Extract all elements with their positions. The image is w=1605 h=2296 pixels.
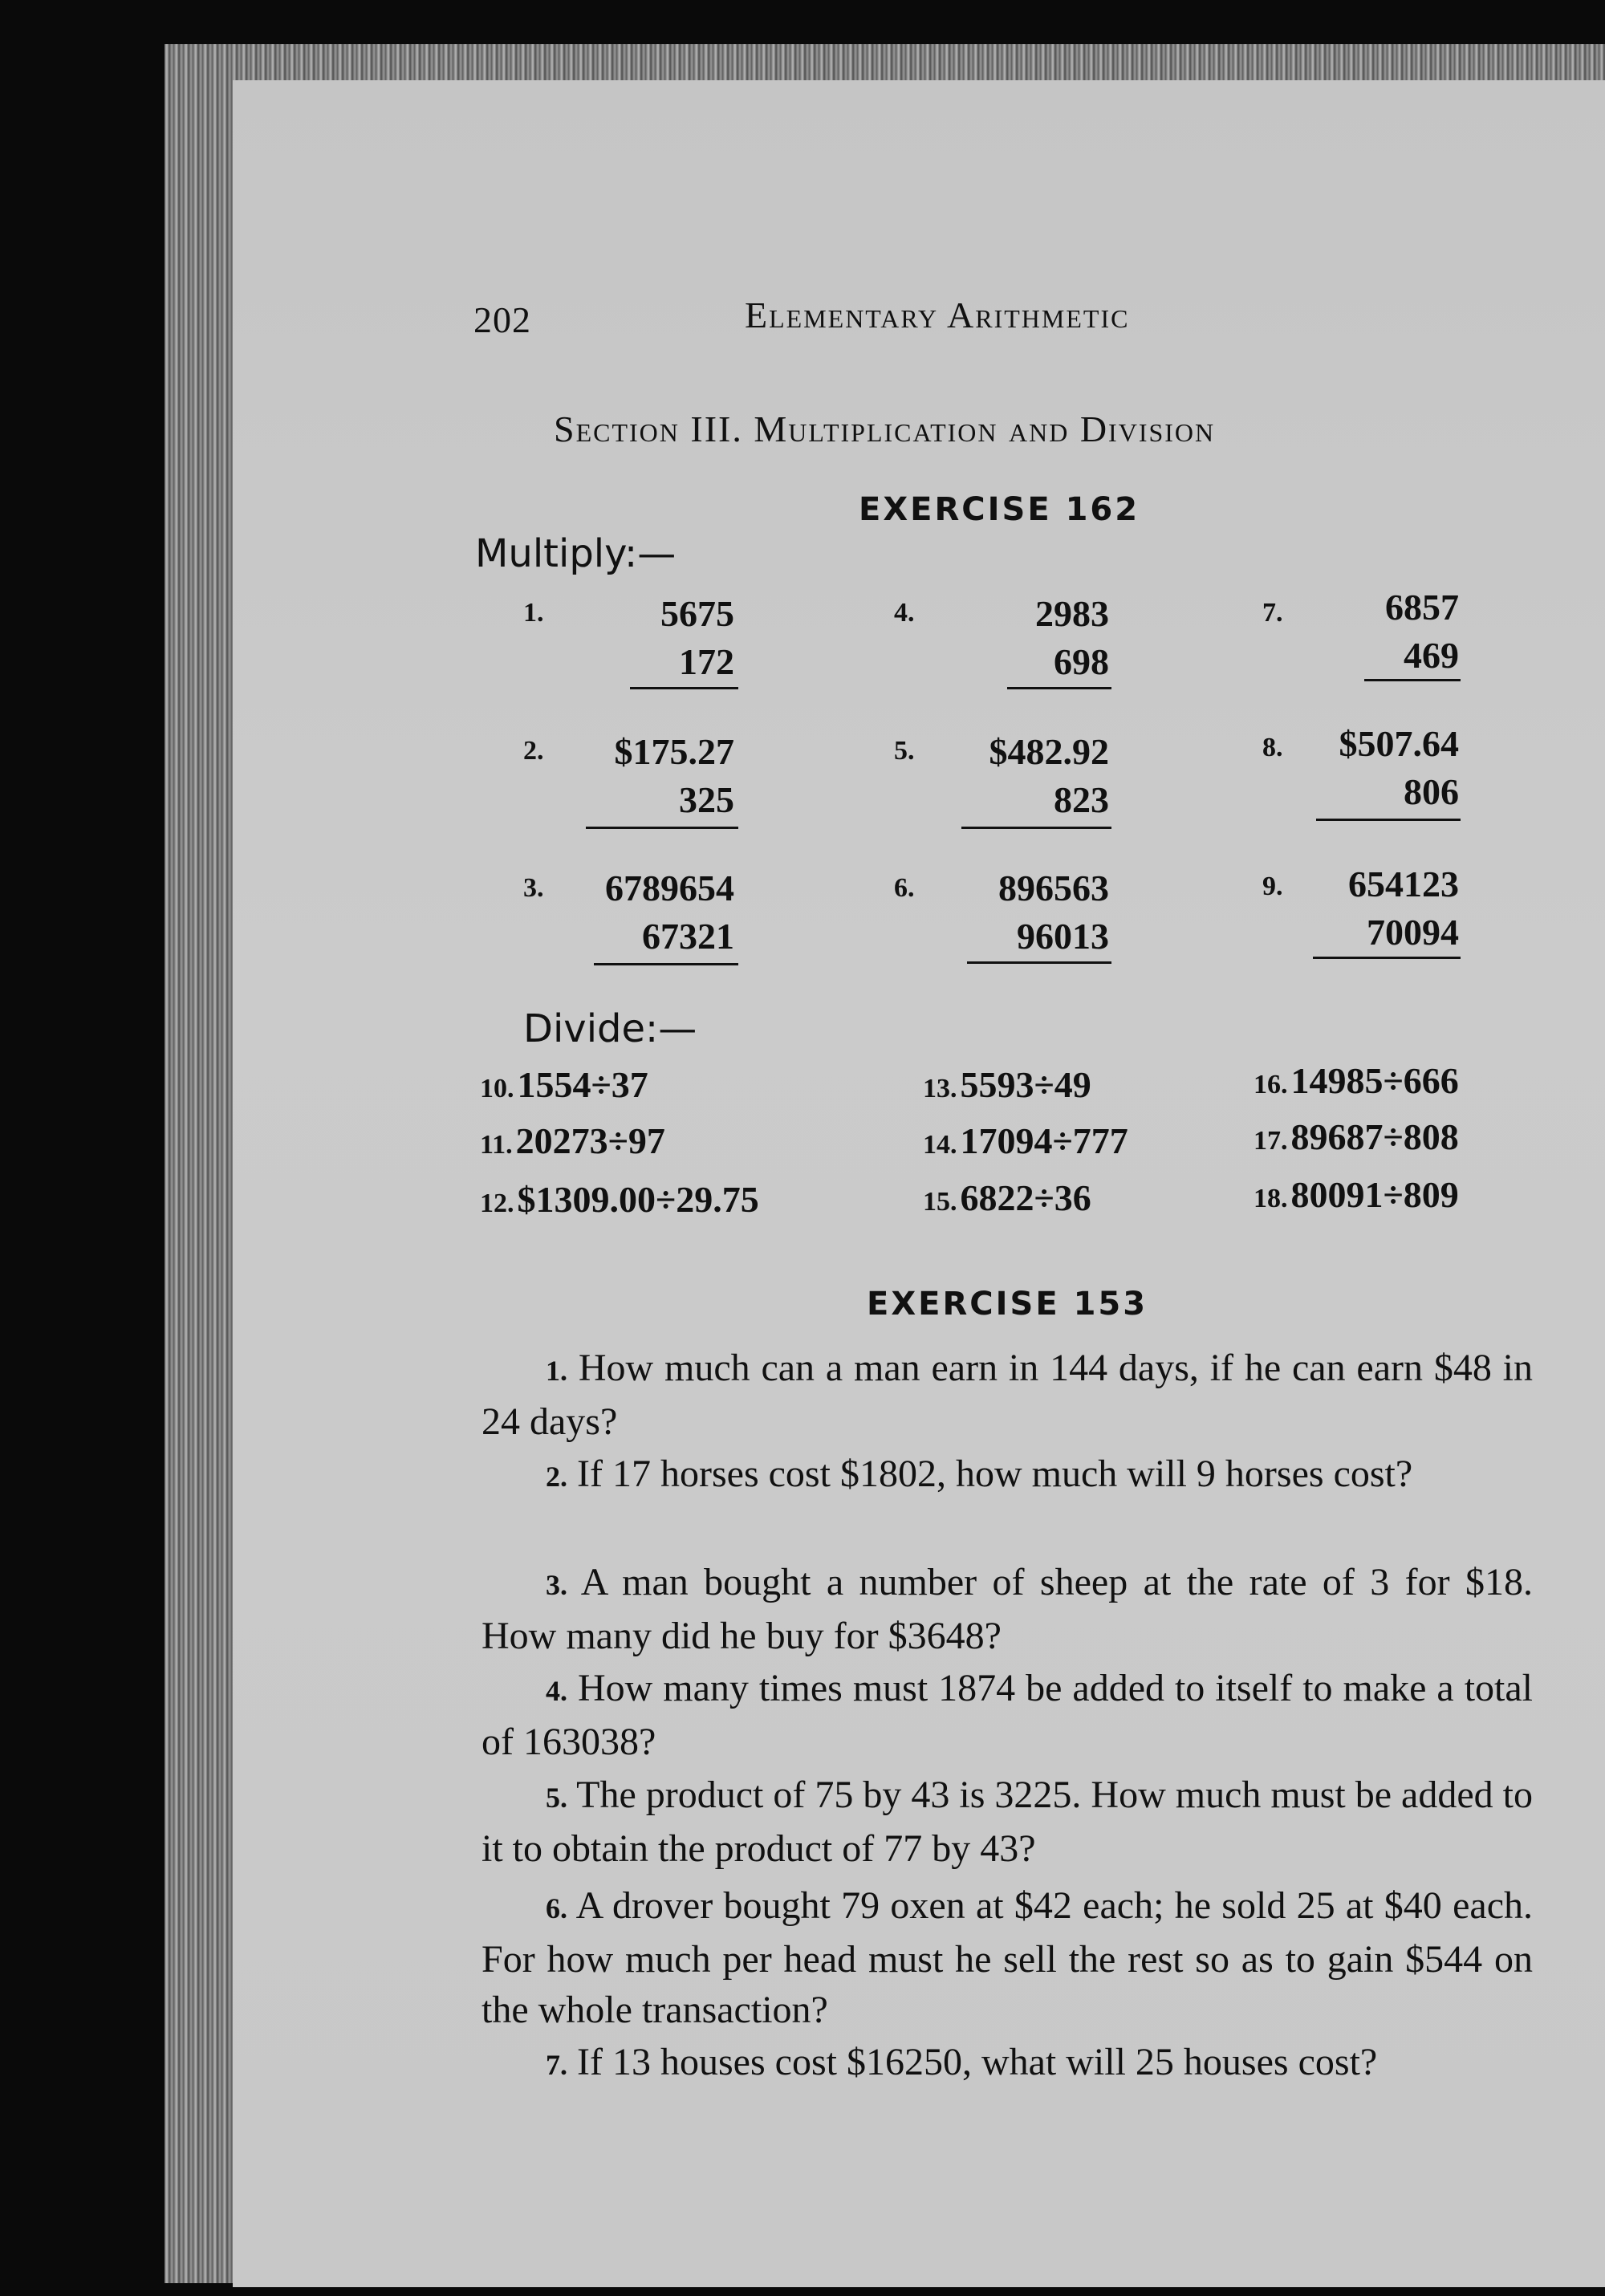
problem-number: 15. bbox=[923, 1187, 957, 1217]
division-problem bbox=[1254, 1115, 1459, 1158]
word-problem bbox=[482, 2037, 1533, 2091]
multiplier: 325 bbox=[679, 779, 734, 820]
problem-number: 17. bbox=[1254, 1126, 1288, 1156]
word-problem bbox=[482, 1449, 1533, 1502]
problem-number: 9. bbox=[1262, 872, 1283, 901]
word-problem bbox=[482, 1343, 1533, 1447]
multiplier: 823 bbox=[1054, 779, 1109, 820]
problem-number: 5. bbox=[546, 1782, 567, 1814]
multiplicand: $507.64 bbox=[1339, 723, 1459, 764]
division-problem bbox=[923, 1176, 1091, 1219]
sum-rule bbox=[594, 963, 738, 965]
division-problem bbox=[923, 1063, 1091, 1106]
running-title: Elementary Arithmetic bbox=[745, 295, 1130, 335]
division-expression: 89687÷808 bbox=[1290, 1116, 1459, 1157]
problem-text: A man bought a number of sheep at the rate of 3 for $18. How many did he buy for $3648? bbox=[482, 1561, 1533, 1657]
problem-number: 18. bbox=[1254, 1184, 1288, 1213]
word-problem bbox=[482, 1663, 1533, 1767]
division-problem bbox=[480, 1120, 665, 1162]
problem-number: 7. bbox=[1262, 598, 1283, 628]
problem-number: 4. bbox=[894, 598, 915, 628]
problem-number: 3. bbox=[546, 1569, 567, 1601]
problem-number: 7. bbox=[546, 2049, 567, 2081]
multiplicand: 6857 bbox=[1385, 587, 1459, 628]
multiplier: 469 bbox=[1404, 635, 1459, 676]
sum-rule bbox=[961, 827, 1111, 829]
problem-number: 11. bbox=[480, 1130, 513, 1160]
multiplicand: $482.92 bbox=[989, 731, 1109, 772]
multiplicand: 6789654 bbox=[605, 868, 734, 908]
multiplier: 96013 bbox=[1017, 916, 1109, 957]
division-expression: 1554÷37 bbox=[517, 1064, 648, 1105]
multiplicand: 2983 bbox=[1035, 593, 1109, 634]
division-problem bbox=[923, 1120, 1128, 1162]
division-expression: 6822÷36 bbox=[960, 1177, 1091, 1218]
problem-text: How much can a man earn in 144 days, if he can earn $48 in 24 days? bbox=[482, 1347, 1533, 1443]
problem-number: 6. bbox=[894, 873, 915, 903]
division-expression: 20273÷97 bbox=[515, 1120, 665, 1161]
multiplier: 172 bbox=[679, 641, 734, 682]
multiplicand: 5675 bbox=[660, 593, 734, 634]
division-problem bbox=[480, 1063, 648, 1106]
word-problem bbox=[482, 1770, 1533, 1874]
sum-rule bbox=[586, 827, 738, 829]
divide-label: Divide:— bbox=[523, 1006, 697, 1051]
problem-number: 2. bbox=[523, 736, 544, 766]
problem-number: 1. bbox=[546, 1355, 567, 1387]
multiplier: 67321 bbox=[642, 916, 734, 957]
sum-rule bbox=[1007, 687, 1111, 689]
problem-number: 2. bbox=[546, 1461, 567, 1493]
multiplicand: 654123 bbox=[1348, 864, 1459, 904]
problem-text: How many times must 1874 be added to itself to make a total of 163038? bbox=[482, 1667, 1534, 1763]
multiplier: 698 bbox=[1054, 641, 1109, 682]
division-expression: 14985÷666 bbox=[1290, 1060, 1459, 1101]
problem-text: A drover bought 79 oxen at $42 each; he sold 25 at $40 each. For how much per head must he sell the rest so as to gain $544 on the whole transaction? bbox=[482, 1884, 1533, 2031]
problem-number: 6. bbox=[546, 1892, 567, 1924]
division-problem bbox=[1254, 1173, 1459, 1216]
problem-number: 1. bbox=[523, 598, 544, 628]
page-number: 202 bbox=[473, 299, 531, 340]
multiplier: 806 bbox=[1404, 771, 1459, 812]
sum-rule bbox=[630, 687, 738, 689]
sum-rule bbox=[967, 961, 1111, 964]
exercise-162-title: EXERCISE 162 bbox=[859, 491, 1140, 528]
division-problem bbox=[1254, 1059, 1459, 1102]
problem-number: 8. bbox=[1262, 733, 1283, 762]
problem-number: 4. bbox=[546, 1675, 567, 1707]
word-problem bbox=[482, 1880, 1533, 2035]
problem-text: The product of 75 by 43 is 3225. How much must be added to it to obtain the product of 77 by 43? bbox=[482, 1774, 1533, 1870]
problem-number: 14. bbox=[923, 1130, 957, 1160]
problem-number: 5. bbox=[894, 736, 915, 766]
division-expression: 17094÷777 bbox=[960, 1120, 1128, 1161]
division-expression: 80091÷809 bbox=[1290, 1174, 1459, 1215]
problem-number: 12. bbox=[480, 1189, 514, 1218]
sum-rule bbox=[1313, 957, 1461, 959]
exercise-153-title: EXERCISE 153 bbox=[867, 1286, 1148, 1323]
multiplier: 70094 bbox=[1367, 912, 1459, 953]
multiply-label: Multiply:— bbox=[475, 531, 677, 576]
division-expression: $1309.00÷29.75 bbox=[517, 1179, 759, 1220]
word-problem bbox=[482, 1557, 1533, 1661]
problem-number: 10. bbox=[480, 1074, 514, 1103]
sum-rule bbox=[1364, 679, 1461, 681]
division-problem bbox=[480, 1178, 759, 1221]
problem-text: If 13 houses cost $16250, what will 25 houses cost? bbox=[577, 2041, 1378, 2083]
section-title: Section III. Multiplication and Division bbox=[554, 408, 1216, 449]
problem-number: 3. bbox=[523, 873, 544, 903]
problem-number: 13. bbox=[923, 1074, 957, 1103]
multiplicand: 896563 bbox=[998, 868, 1109, 908]
division-expression: 5593÷49 bbox=[960, 1064, 1091, 1105]
problem-text: If 17 horses cost $1802, how much will 9 horses cost? bbox=[577, 1453, 1413, 1495]
multiplicand: $175.27 bbox=[614, 731, 734, 772]
sum-rule bbox=[1316, 819, 1461, 821]
problem-number: 16. bbox=[1254, 1070, 1288, 1099]
